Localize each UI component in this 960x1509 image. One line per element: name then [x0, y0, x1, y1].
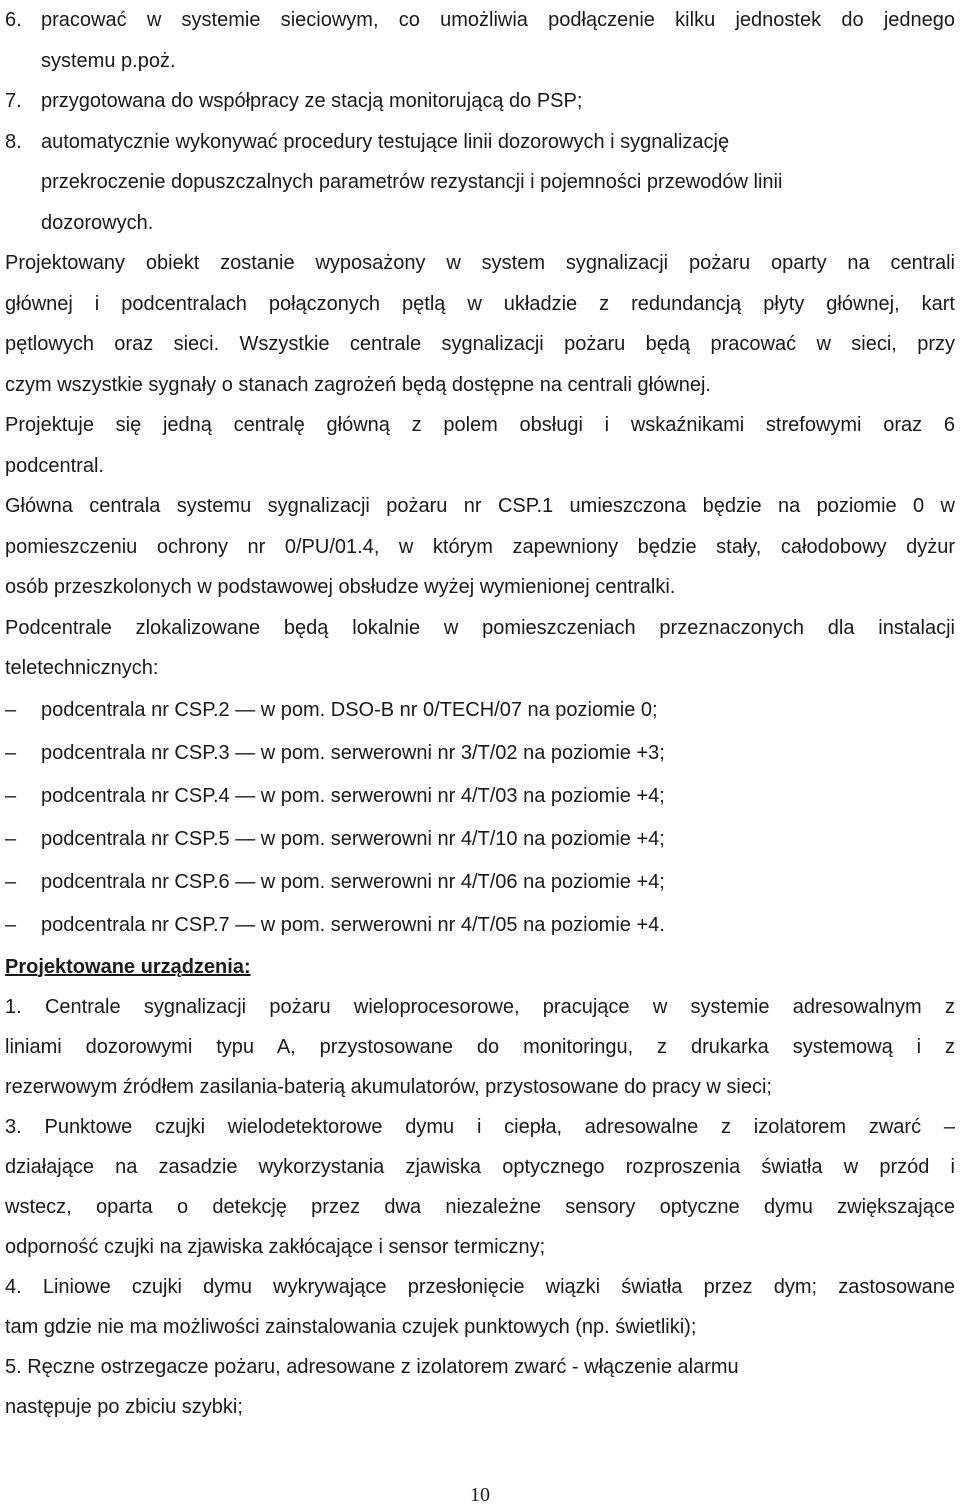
list-item-text: podcentrala nr CSP.3 — w pom. serwerowni nr 3/T/02 na poziomie +3; — [41, 741, 665, 764]
paragraph — [5, 486, 955, 608]
list-item-text: podcentrala nr CSP.4 — w pom. serwerowni nr 4/T/03 na poziomie +4; — [41, 784, 665, 807]
text-line: tam gdzie nie ma możliwości zainstalowania czujek punktowych (np. świetliki); — [5, 1315, 697, 1338]
section-heading: Projektowane urządzenia: — [5, 955, 251, 978]
dash-marker: – — [5, 784, 17, 807]
text-line: 1. Centrale sygnalizacji pożaru wieloprocesorowe, pracujące w systemie adresowalnym z — [5, 995, 955, 1018]
list-item — [5, 0, 955, 81]
list-item-text: podcentrala nr CSP.6 — w pom. serwerowni nr 4/T/06 na poziomie +4; — [41, 870, 665, 893]
text-line: teletechnicznych: — [5, 657, 159, 679]
list-number: 7. — [5, 90, 22, 112]
text-line: liniami dozorowymi typu A, przystosowane do monitoringu, z drukarka systemową i z — [5, 1035, 955, 1058]
subcentral-list — [5, 689, 955, 947]
text-line: pracować w systemie sieciowym, co umożliwia podłączenie kilku jednostek do jednego — [41, 9, 955, 31]
text-line: następuje po zbiciu szybki; — [5, 1395, 243, 1418]
list-item-text: podcentrala nr CSP.2 — w pom. DSO-B nr 0/TECH/07 na poziomie 0; — [41, 698, 658, 721]
list-number: 8. — [5, 130, 22, 153]
text-line: przekroczenie dopuszczalnych parametrów rezystancji i pojemności przewodów linii — [41, 171, 783, 193]
text-line: Podcentrale zlokalizowane będą lokalnie w pomieszczeniach przeznaczonych dla instalacji — [5, 616, 955, 639]
text-line: przygotowana do współpracy ze stacją monitorującą do PSP; — [41, 90, 583, 112]
dash-marker: – — [5, 870, 17, 893]
text-line: automatycznie wykonywać procedury testujące linii dozorowych i sygnalizację — [41, 130, 730, 153]
list-item — [5, 818, 955, 861]
list-number: 6. — [5, 9, 22, 31]
text-line: dozorowych. — [41, 211, 154, 234]
dash-marker: – — [5, 741, 17, 764]
text-line: systemu p.poż. — [41, 49, 176, 72]
document-body — [5, 0, 955, 1427]
device-item — [5, 1267, 955, 1347]
list-item — [5, 861, 955, 904]
text-line: działające na zasadzie wykorzystania zjawiska optycznego rozproszenia światła w przód i — [5, 1155, 955, 1178]
list-item — [5, 81, 955, 122]
dash-marker: – — [5, 698, 17, 721]
list-item-text: podcentrala nr CSP.5 — w pom. serwerowni nr 4/T/10 na poziomie +4; — [41, 827, 665, 850]
list-item — [5, 122, 955, 244]
text-line: 3. Punktowe czujki wielodetektorowe dymu i ciepła, adresowalne z izolatorem zwarć – — [5, 1115, 955, 1138]
list-item — [5, 732, 955, 775]
text-line: wstecz, oparta o detekcję przez dwa niezależne sensory optyczne dymu zwiększające — [5, 1195, 955, 1218]
numbered-list — [5, 0, 955, 243]
text-line: Projektowany obiekt zostanie wyposażony w system sygnalizacji pożaru oparty na centrali — [5, 252, 955, 274]
dash-marker: – — [5, 827, 17, 850]
paragraph — [5, 608, 955, 689]
list-item — [5, 904, 955, 947]
text-line: Projektuje się jedną centralę główną z polem obsługi i wskaźnikami strefowymi oraz 6 — [5, 414, 955, 436]
text-line: rezerwowym źródłem zasilania-baterią akumulatorów, przystosowane do pracy w sieci; — [5, 1075, 772, 1098]
text-line: 5. Ręczne ostrzegacze pożaru, adresowane z izolatorem zwarć - włączenie alarmu — [5, 1355, 739, 1378]
list-item — [5, 689, 955, 732]
text-line: pomieszczeniu ochrony nr 0/PU/01.4, w którym zapewniony będzie stały, całodobowy dyżur — [5, 535, 955, 558]
text-line: podcentral. — [5, 454, 104, 477]
text-line: odporność czujki na zjawiska zakłócające i sensor termiczny; — [5, 1235, 546, 1258]
device-item — [5, 987, 955, 1107]
paragraph — [5, 405, 955, 486]
text-line: pętlowych oraz sieci. Wszystkie centrale sygnalizacji pożaru będą pracować w sieci, przy — [5, 333, 955, 355]
device-item — [5, 1347, 955, 1427]
page-number: 10 — [470, 1484, 490, 1506]
device-item — [5, 1107, 955, 1267]
text-line: 4. Liniowe czujki dymu wykrywające przesłonięcie wiązki światła przez dym; zastosowane — [5, 1275, 955, 1298]
list-item — [5, 775, 955, 818]
paragraph — [5, 243, 955, 405]
list-item-text: podcentrala nr CSP.7 — w pom. serwerowni nr 4/T/05 na poziomie +4. — [41, 913, 665, 936]
dash-marker: – — [5, 913, 17, 936]
text-line: głównej i podcentralach połączonych pętlą w układzie z redundancją płyty głównej, kart — [5, 292, 955, 315]
text-line: Główna centrala systemu sygnalizacji pożaru nr CSP.1 umieszczona będzie na poziomie 0 w — [5, 495, 955, 517]
text-line: czym wszystkie sygnały o stanach zagrożeń będą dostępne na centrali głównej. — [5, 373, 711, 396]
text-line: osób przeszkolonych w podstawowej obsłudze wyżej wymienionej centralki. — [5, 576, 676, 598]
